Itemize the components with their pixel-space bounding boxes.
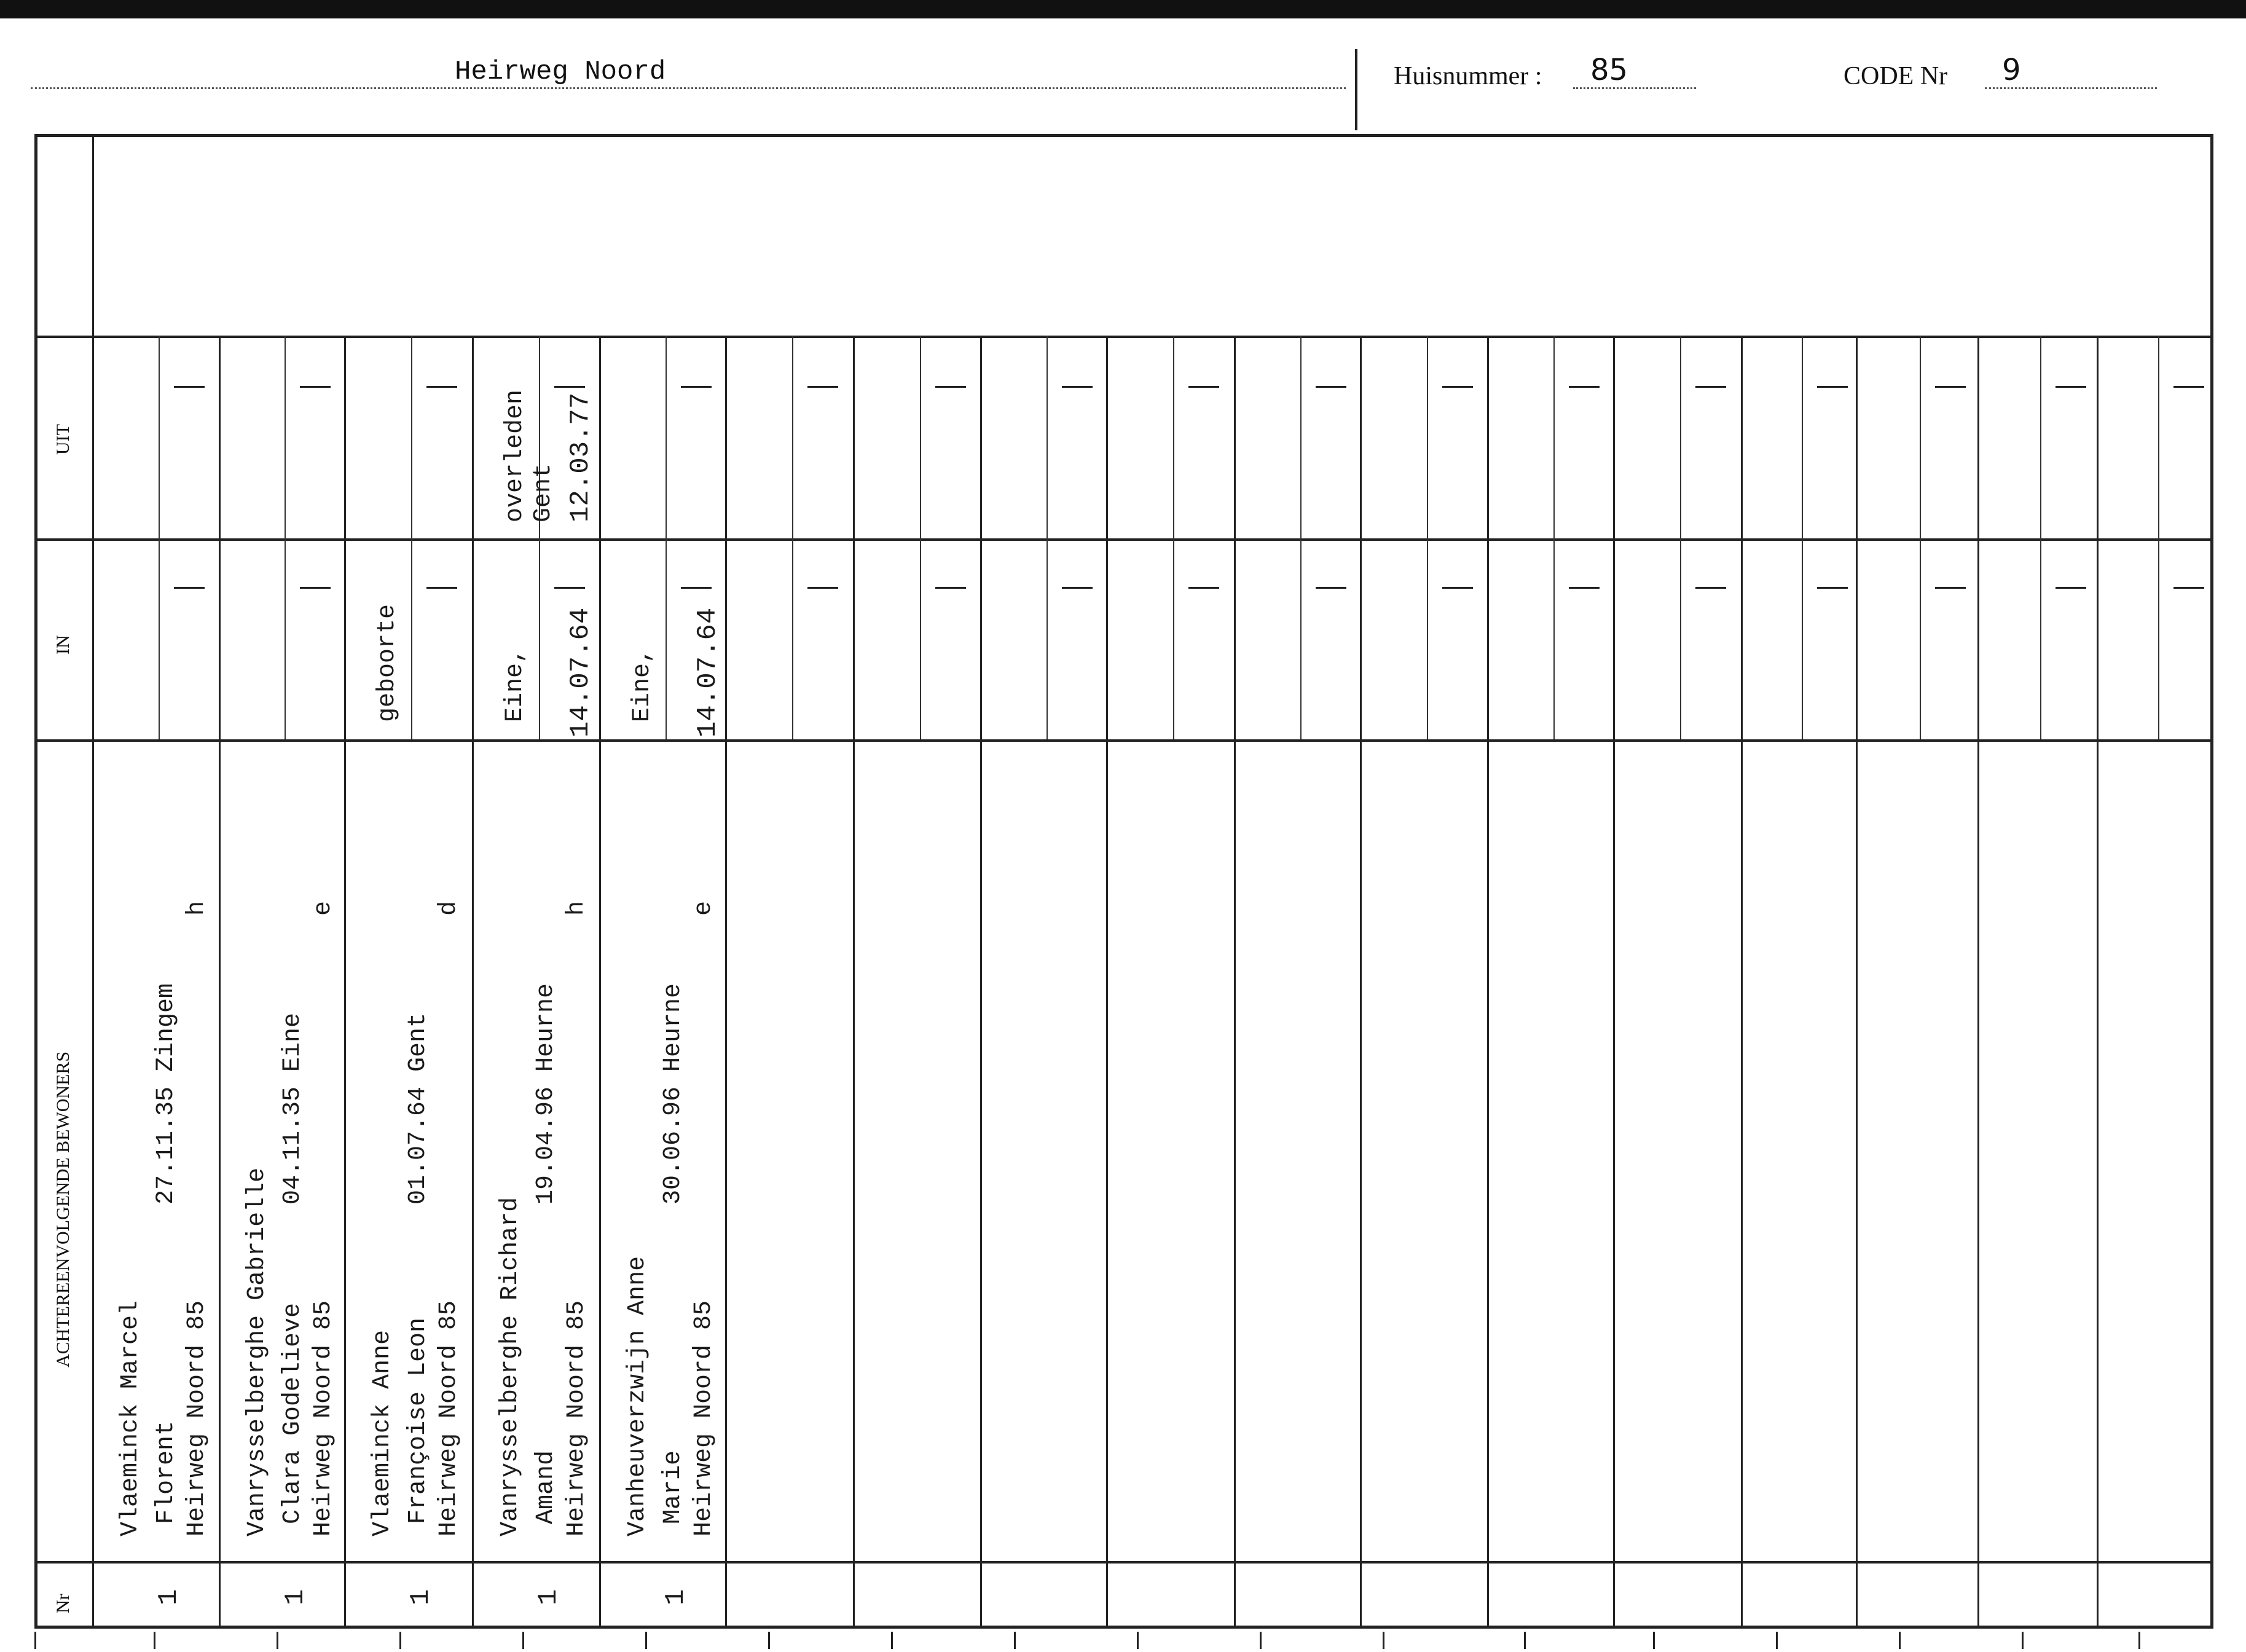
resident-birth: 30.06.96 Heurne xyxy=(659,983,687,1205)
sub-column-border xyxy=(1553,336,1555,739)
empty-dash xyxy=(2056,587,2086,589)
empty-dash xyxy=(1442,587,1473,589)
resident-out-date: 12.03.77 xyxy=(565,392,596,522)
empty-dash xyxy=(2056,386,2086,388)
resident-name: Vlaeminck Marcel xyxy=(117,1300,144,1536)
resident-name: Vanheuverzwijn Anne xyxy=(624,1256,651,1536)
sub-column-border xyxy=(1300,336,1302,739)
empty-dash xyxy=(300,587,331,589)
bottom-tick xyxy=(34,1632,36,1649)
resident-name: Vanrysselberghe Richard xyxy=(497,1197,524,1536)
sub-column-border xyxy=(2158,336,2159,739)
street-name: Heirweg Noord xyxy=(455,57,666,87)
empty-dash xyxy=(1569,587,1600,589)
empty-dash xyxy=(554,587,585,589)
sub-column-border xyxy=(1173,336,1174,739)
sub-column-border xyxy=(1802,336,1803,739)
resident-address: Heirweg Noord 85 xyxy=(563,1300,591,1536)
empty-dash xyxy=(1569,386,1600,388)
resident-in-date: 14.07.64 xyxy=(693,607,723,738)
empty-dash xyxy=(935,386,966,388)
row-label-bewoners: ACHTEREENVOLGENDE BEWONERS xyxy=(53,1051,73,1367)
resident-nr: 1 xyxy=(154,1589,184,1605)
bottom-tick xyxy=(1524,1632,1526,1649)
sub-column-border xyxy=(920,336,921,739)
row-border-in-bewoners xyxy=(34,739,2213,742)
house-number-label: Huisnummer : xyxy=(1394,62,1542,90)
bottom-tick xyxy=(2022,1632,2024,1649)
column-border xyxy=(853,336,855,1629)
empty-dash xyxy=(2173,587,2204,589)
bottom-tick xyxy=(1776,1632,1778,1649)
sub-column-border xyxy=(1680,336,1681,739)
empty-dash xyxy=(935,587,966,589)
sub-column-border xyxy=(1427,336,1428,739)
bottom-tick xyxy=(154,1632,155,1649)
empty-dash xyxy=(1817,587,1848,589)
row-label-uit: UIT xyxy=(53,424,73,455)
street-dotted-line xyxy=(31,87,1346,89)
row-border-bewoners-nr xyxy=(34,1561,2213,1564)
resident-given-names: Florent xyxy=(152,1420,180,1524)
resident-birth: 27.11.35 Zingem xyxy=(152,983,180,1205)
resident-role: h xyxy=(563,900,591,916)
empty-dash xyxy=(1935,587,1966,589)
empty-dash xyxy=(681,386,712,388)
empty-dash xyxy=(1316,386,1346,388)
code-label: CODE Nr xyxy=(1844,62,1948,90)
row-label-nr: Nr xyxy=(53,1594,73,1613)
empty-dash xyxy=(1695,587,1726,589)
resident-role: e xyxy=(690,900,718,916)
resident-name: Vlaeminck Anne xyxy=(369,1329,396,1536)
empty-dash xyxy=(174,587,205,589)
resident-nr: 1 xyxy=(661,1589,691,1605)
bottom-tick xyxy=(1899,1632,1901,1649)
resident-given-names: Françoise Leon xyxy=(404,1317,432,1524)
bottom-tick xyxy=(1383,1632,1384,1649)
resident-birth: 01.07.64 Gent xyxy=(404,1012,432,1205)
resident-address: Heirweg Noord 85 xyxy=(310,1300,337,1536)
sub-column-border xyxy=(2040,336,2041,739)
empty-dash xyxy=(807,587,838,589)
column-border xyxy=(1360,336,1362,1629)
resident-in-place: geboorte xyxy=(374,604,401,722)
sub-column-border xyxy=(1920,336,1921,739)
column-border xyxy=(472,336,474,1629)
empty-dash xyxy=(1188,386,1219,388)
resident-address: Heirweg Noord 85 xyxy=(690,1300,718,1536)
column-border xyxy=(1106,336,1108,1629)
empty-dash xyxy=(1695,386,1726,388)
row-border-top-uit xyxy=(34,336,2213,338)
label-column-border xyxy=(92,134,94,1629)
bottom-tick xyxy=(277,1632,278,1649)
column-border xyxy=(1977,336,1979,1629)
empty-dash xyxy=(1442,386,1473,388)
bottom-tick xyxy=(399,1632,401,1649)
resident-birth: 19.04.96 Heurne xyxy=(532,983,560,1205)
column-border xyxy=(219,336,221,1629)
sub-column-border xyxy=(411,336,412,739)
bottom-tick xyxy=(522,1632,524,1649)
sub-column-border xyxy=(159,336,160,739)
empty-dash xyxy=(174,386,205,388)
bottom-tick xyxy=(891,1632,893,1649)
empty-dash xyxy=(1062,386,1093,388)
resident-given-names: Marie xyxy=(659,1450,687,1524)
column-border xyxy=(725,336,727,1629)
row-border-uit-in xyxy=(34,538,2213,541)
resident-nr: 1 xyxy=(280,1589,311,1605)
empty-dash xyxy=(426,386,457,388)
column-border xyxy=(599,336,601,1629)
empty-dash xyxy=(1935,386,1966,388)
empty-dash xyxy=(1062,587,1093,589)
resident-nr: 1 xyxy=(533,1589,564,1605)
top-scan-border xyxy=(0,0,2246,18)
column-border xyxy=(1856,336,1858,1629)
row-label-in: IN xyxy=(53,635,73,655)
code-value: 9 xyxy=(2002,53,2021,87)
resident-in-date: 14.07.64 xyxy=(565,607,596,738)
sub-column-border xyxy=(1046,336,1048,739)
house-number-value: 85 xyxy=(1590,53,1628,87)
empty-dash xyxy=(1817,386,1848,388)
resident-out-place: overleden Gent xyxy=(501,389,557,522)
resident-given-names: Amand xyxy=(532,1450,560,1524)
empty-dash xyxy=(807,386,838,388)
column-border xyxy=(344,336,346,1629)
resident-address: Heirweg Noord 85 xyxy=(435,1300,463,1536)
bottom-tick xyxy=(2138,1632,2140,1649)
house-number-dotted-line xyxy=(1573,87,1696,89)
bottom-tick xyxy=(1653,1632,1655,1649)
resident-in-place: Eine, xyxy=(501,648,529,722)
empty-dash xyxy=(681,587,712,589)
sub-column-border xyxy=(666,336,667,739)
resident-role: h xyxy=(183,900,211,916)
resident-in-place: Eine, xyxy=(629,648,656,722)
bottom-tick xyxy=(1014,1632,1016,1649)
resident-name: Vanrysselberghe Gabrielle xyxy=(243,1167,271,1536)
bottom-tick xyxy=(768,1632,770,1649)
empty-dash xyxy=(1188,587,1219,589)
empty-dash xyxy=(1316,587,1346,589)
empty-dash xyxy=(426,587,457,589)
column-border xyxy=(2097,336,2099,1629)
column-border xyxy=(1613,336,1615,1629)
column-border xyxy=(1487,336,1489,1629)
resident-birth: 04.11.35 Eine xyxy=(279,1012,307,1205)
register-table xyxy=(34,134,2213,1629)
sub-column-border xyxy=(792,336,793,739)
code-dotted-line xyxy=(1985,87,2157,89)
header-separator xyxy=(1355,49,1357,130)
resident-nr: 1 xyxy=(406,1589,436,1605)
resident-given-names: Clara Godelieve xyxy=(279,1302,307,1524)
empty-dash xyxy=(554,386,585,388)
column-border xyxy=(1741,336,1743,1629)
resident-role: e xyxy=(310,900,337,916)
column-border xyxy=(980,336,982,1629)
bottom-tick xyxy=(1137,1632,1139,1649)
resident-address: Heirweg Noord 85 xyxy=(183,1300,211,1536)
empty-dash xyxy=(2173,386,2204,388)
resident-role: d xyxy=(435,900,463,916)
bottom-tick xyxy=(645,1632,647,1649)
sub-column-border xyxy=(285,336,286,739)
bottom-tick xyxy=(1260,1632,1262,1649)
column-border xyxy=(1234,336,1236,1629)
empty-dash xyxy=(300,386,331,388)
